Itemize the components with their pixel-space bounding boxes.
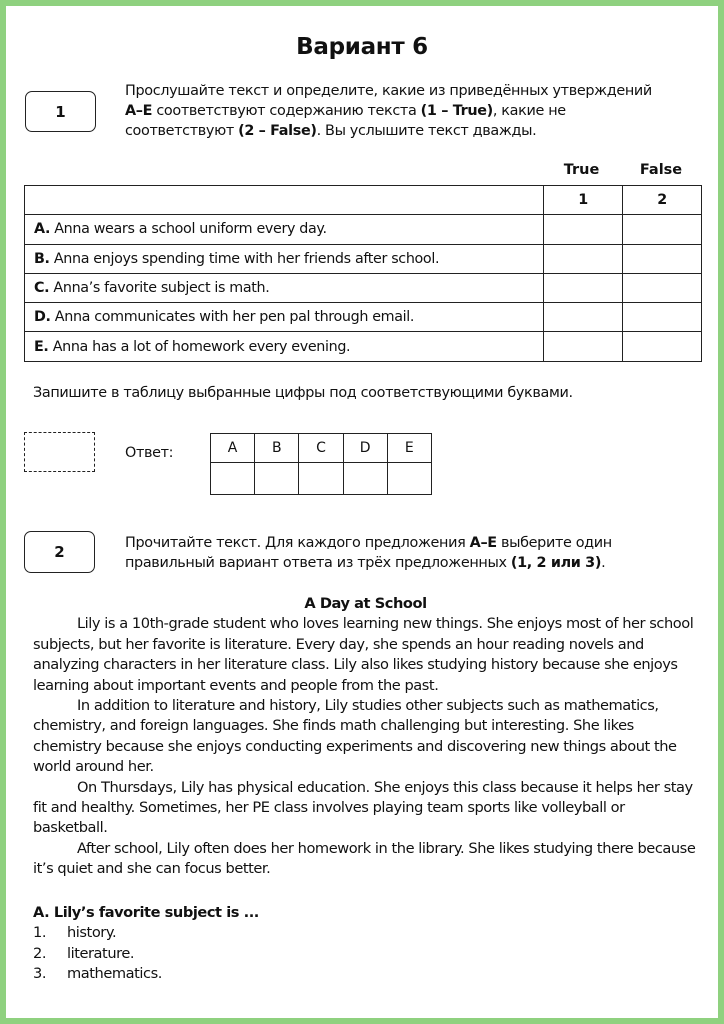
false-answer-cell[interactable] — [623, 244, 702, 273]
column-header-true: True — [563, 162, 600, 178]
record-instruction: Запишите в таблицу выбранные цифры под соответствующими буквами. — [33, 385, 573, 401]
option-text: history. — [67, 924, 117, 942]
answer-input-cell[interactable] — [211, 463, 255, 495]
false-answer-cell[interactable] — [623, 303, 702, 332]
paragraph: Lily is a 10th-grade student who loves learning new things. She enjoys most of her school subjects, but her favorite is literature. Every day, she spends an hour reading novels and analyzing characters in her literature class. Lily also likes studying history because she enjoys learning about important events and people from the past. — [33, 615, 694, 694]
paragraph: On Thursdays, Lily has physical education. She enjoys this class because it helps her stay fit and healthy. Sometimes, her PE class involves playing team sports like volleyball or basketball. — [33, 778, 693, 837]
instruction-line: Прослушайте текст и определите, какие из приведённых утверждений — [125, 83, 652, 99]
true-number-cell: 1 — [544, 186, 623, 215]
page-title: Вариант 6 — [296, 34, 428, 60]
statement-cell: B. Anna enjoys spending time with her friends after school. — [25, 244, 544, 273]
answer-option[interactable] — [33, 944, 698, 964]
task-number-box-1 — [25, 91, 96, 132]
task2-instruction — [125, 533, 705, 573]
answer-letters-row — [211, 434, 432, 463]
answer-label: Ответ: — [125, 445, 174, 461]
statement-cell: E. Anna has a lot of homework every evening. — [25, 332, 544, 361]
option-text: mathematics. — [67, 965, 162, 983]
answer-option[interactable] — [33, 923, 698, 943]
table-header-row — [25, 186, 702, 215]
instruction-line: A–E соответствуют содержанию текста (1 – True), какие не — [125, 103, 566, 119]
answer-grid — [210, 433, 432, 495]
column-header-false: False — [639, 162, 683, 178]
answer-input-cell[interactable] — [387, 463, 431, 495]
answer-letter-cell: D — [343, 434, 387, 463]
answer-letter-cell: E — [387, 434, 431, 463]
answer-option[interactable] — [33, 964, 698, 984]
answer-values-row — [211, 463, 432, 495]
table-row — [25, 273, 702, 302]
reading-text — [33, 594, 698, 880]
answer-letter-cell: C — [299, 434, 343, 463]
statement-header-cell — [25, 186, 544, 215]
question-a — [33, 903, 698, 985]
task-number-box-2 — [24, 531, 95, 573]
statement-cell: A. Anna wears a school uniform every day. — [25, 215, 544, 244]
option-number: 3. — [33, 965, 47, 983]
false-answer-cell[interactable] — [623, 332, 702, 361]
table-row — [25, 215, 702, 244]
instruction-line: соответствуют (2 – False). Вы услышите текст дважды. — [125, 123, 537, 139]
true-answer-cell[interactable] — [544, 273, 623, 302]
false-answer-cell[interactable] — [623, 273, 702, 302]
task-number: 2 — [54, 543, 65, 561]
option-text: literature. — [67, 944, 135, 962]
paragraph: In addition to literature and history, Lily studies other subjects such as mathematics, chemistry, and foreign languages. She finds math challenging but interesting. She likes chemistry because she enjoys conducting experiments and discovering new things about the world around her. — [33, 697, 677, 776]
true-false-table — [24, 185, 702, 362]
table-row — [25, 303, 702, 332]
statement-cell: D. Anna communicates with her pen pal through email. — [25, 303, 544, 332]
answer-letter-cell: A — [211, 434, 255, 463]
instruction-line: правильный вариант ответа из трёх предложенных (1, 2 или 3). — [125, 555, 606, 571]
score-box[interactable] — [24, 432, 95, 472]
answer-input-cell[interactable] — [255, 463, 299, 495]
answer-letter-cell: B — [255, 434, 299, 463]
task1-instruction — [125, 81, 705, 141]
true-answer-cell[interactable] — [544, 303, 623, 332]
instruction-line: Прочитайте текст. Для каждого предложения A–E выберите один — [125, 535, 612, 551]
table-row — [25, 332, 702, 361]
answer-input-cell[interactable] — [299, 463, 343, 495]
option-number: 2. — [33, 944, 47, 962]
false-number-cell: 2 — [623, 186, 702, 215]
option-number: 1. — [33, 924, 47, 942]
table-row — [25, 244, 702, 273]
true-answer-cell[interactable] — [544, 244, 623, 273]
false-answer-cell[interactable] — [623, 215, 702, 244]
true-answer-cell[interactable] — [544, 332, 623, 361]
paragraph: After school, Lily often does her homework in the library. She likes studying there because it’s quiet and she can focus better. — [33, 839, 696, 878]
answer-input-cell[interactable] — [343, 463, 387, 495]
task-number: 1 — [55, 102, 66, 121]
story-title: A Day at School — [304, 595, 427, 612]
question-title: A. Lily’s favorite subject is ... — [33, 904, 259, 921]
true-answer-cell[interactable] — [544, 215, 623, 244]
statement-cell: C. Anna’s favorite subject is math. — [25, 273, 544, 302]
